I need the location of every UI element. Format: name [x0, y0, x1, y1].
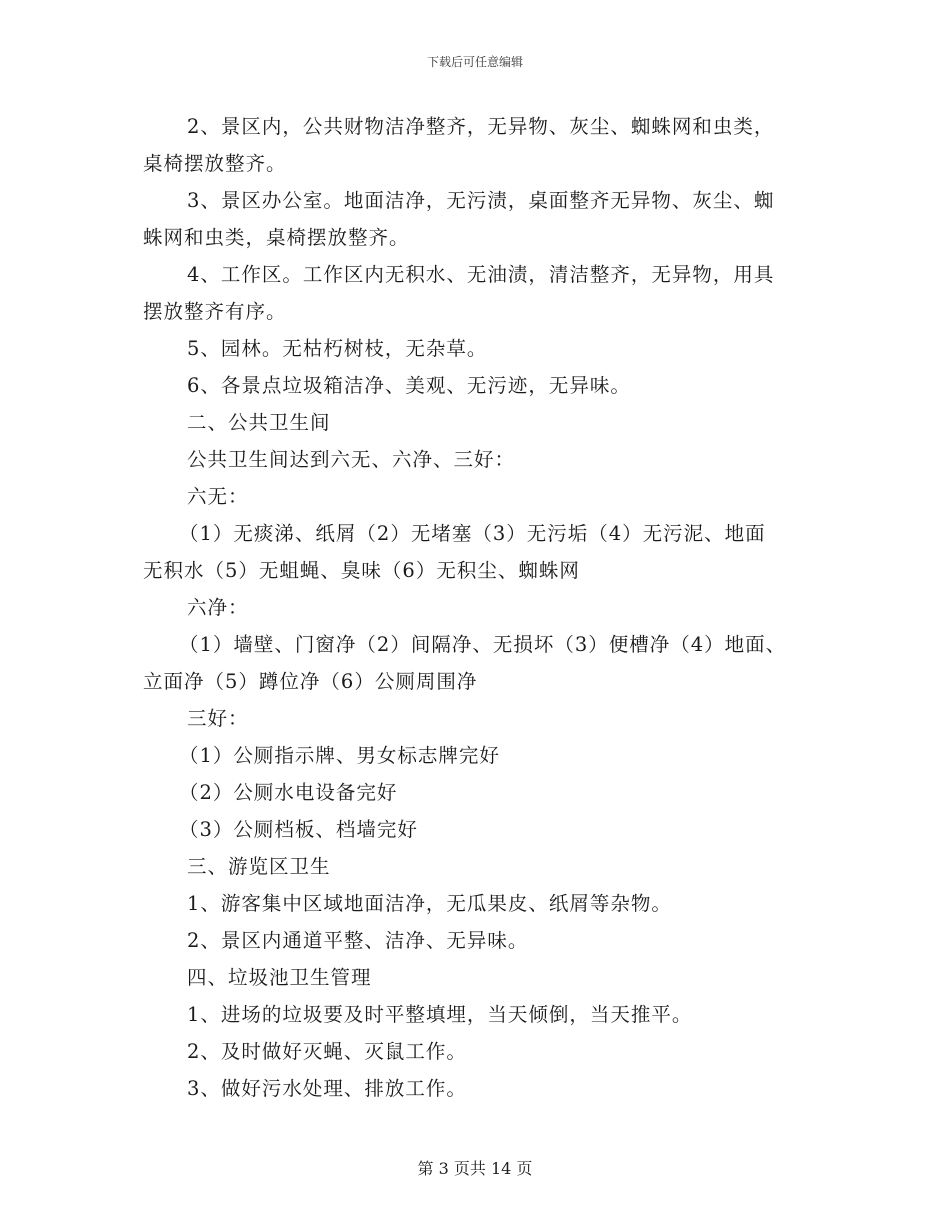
text-line: 6、各景点垃圾箱洁净、美观、无污迹，无异味。: [187, 374, 631, 397]
text-line: 无积水（5）无蛆蝇、臭味（6）无积尘、蜘蛛网: [143, 559, 580, 582]
text-line: 5、园林。无枯朽树枝，无杂草。: [187, 337, 488, 360]
text-line: 六净：: [187, 596, 249, 619]
text-line: 蛛网和虫类，桌椅摆放整齐。: [143, 226, 410, 249]
page-header-note: 下载后可任意编辑: [426, 55, 523, 69]
text-line: 二、公共卫生间: [187, 411, 331, 434]
text-line: 摆放整齐有序。: [143, 300, 287, 323]
text-line: （1）无痰涕、纸屑（2）无堵塞（3）无污垢（4）无污泥、地面: [179, 522, 766, 545]
text-line: 桌椅摆放整齐。: [143, 152, 287, 175]
text-line: 3、做好污水处理、排放工作。: [187, 1077, 467, 1100]
text-line: （1）墙壁、门窗净（2）间隔净、无损坏（3）便槽净（4）地面、: [179, 633, 787, 656]
text-line: 3、景区办公室。地面洁净，无污渍，桌面整齐无异物、灰尘、蜘: [187, 189, 775, 212]
text-line: （1）公厕指示牌、男女标志牌完好: [179, 744, 500, 767]
document-body: [143, 108, 811, 1107]
text-line: 立面净（5）蹲位净（6）公厕周围净: [143, 670, 478, 693]
text-line: （3）公厕档板、档墙完好: [179, 818, 418, 841]
text-line: 1、游客集中区域地面洁净，无瓜果皮、纸屑等杂物。: [187, 892, 672, 915]
text-line: 4、工作区。工作区内无积水、无油渍，清洁整齐，无异物，用具: [187, 263, 775, 286]
text-line: 2、景区内，公共财物洁净整齐，无异物、灰尘、蜘蛛网和虫类，: [187, 115, 775, 138]
text-line: 1、进场的垃圾要及时平整填埋，当天倾倒，当天推平。: [187, 1003, 693, 1026]
text-line: 2、及时做好灭蝇、灭鼠工作。: [187, 1040, 467, 1063]
text-line: 六无：: [187, 485, 249, 508]
page-number-footer: 第 3 页共 14 页: [417, 1159, 533, 1178]
text-line: 三、游览区卫生: [187, 855, 331, 878]
text-line: 公共卫生间达到六无、六净、三好：: [187, 448, 516, 471]
text-line: 四、垃圾池卫生管理: [187, 966, 372, 989]
text-line: （2）公厕水电设备完好: [179, 781, 398, 804]
text-line: 三好：: [187, 707, 249, 730]
text-line: 2、景区内通道平整、洁净、无异味。: [187, 929, 529, 952]
